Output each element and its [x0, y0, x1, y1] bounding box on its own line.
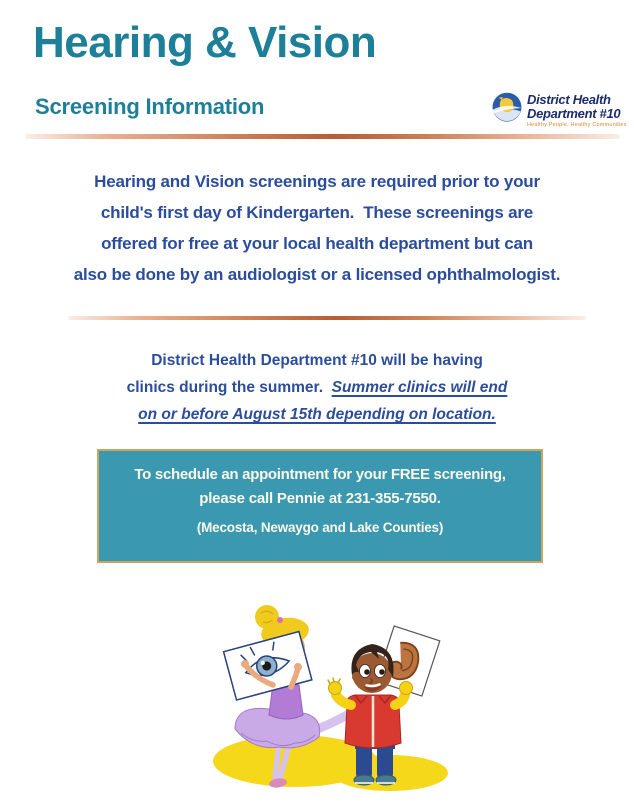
appointment-callout-box — [97, 449, 543, 563]
clinics-normal-text: clinics during the summer. — [126, 379, 332, 396]
yellow-ground-shadow — [213, 735, 448, 791]
intro-line: Hearing and Vision screenings are required prior to your — [94, 172, 540, 191]
kids-illustration — [195, 583, 455, 803]
appointment-phone-line: please call Pennie at 231-355-7550. — [199, 490, 441, 507]
intro-line: child's first day of Kindergarten. These screenings are — [100, 203, 534, 222]
clinics-line — [0, 374, 634, 401]
appointment-counties-line: (Mecosta, Newaygo and Lake Counties) — [196, 520, 444, 535]
district-health-logo — [490, 91, 630, 128]
clinics-emphasis-text: Summer clinics will end — [331, 379, 508, 396]
logo-name-line1: District Health — [527, 92, 611, 107]
globe-michigan-icon — [490, 91, 524, 125]
appointment-line1: To schedule an appointment for your FREE screening, — [134, 466, 506, 483]
page-subtitle: Screening Information — [35, 94, 265, 119]
page-title: Hearing & Vision — [33, 18, 377, 67]
header-divider — [25, 134, 620, 139]
clinics-line — [0, 401, 634, 428]
logo-name-line2: Department #10 — [527, 106, 621, 121]
intro-line: offered for free at your local health department but can — [101, 234, 533, 253]
mid-divider — [68, 316, 586, 320]
intro-paragraph — [0, 166, 634, 290]
logo-tagline: Healthy People. Healthy Communities — [527, 122, 627, 128]
summer-clinics-paragraph — [0, 347, 634, 428]
intro-line: also be done by an audiologist or a licensed ophthalmologist. — [73, 265, 561, 284]
clinics-line: District Health Department #10 will be having — [151, 352, 483, 369]
clinics-emphasis-text: on or before August 15th depending on location. — [138, 406, 496, 423]
